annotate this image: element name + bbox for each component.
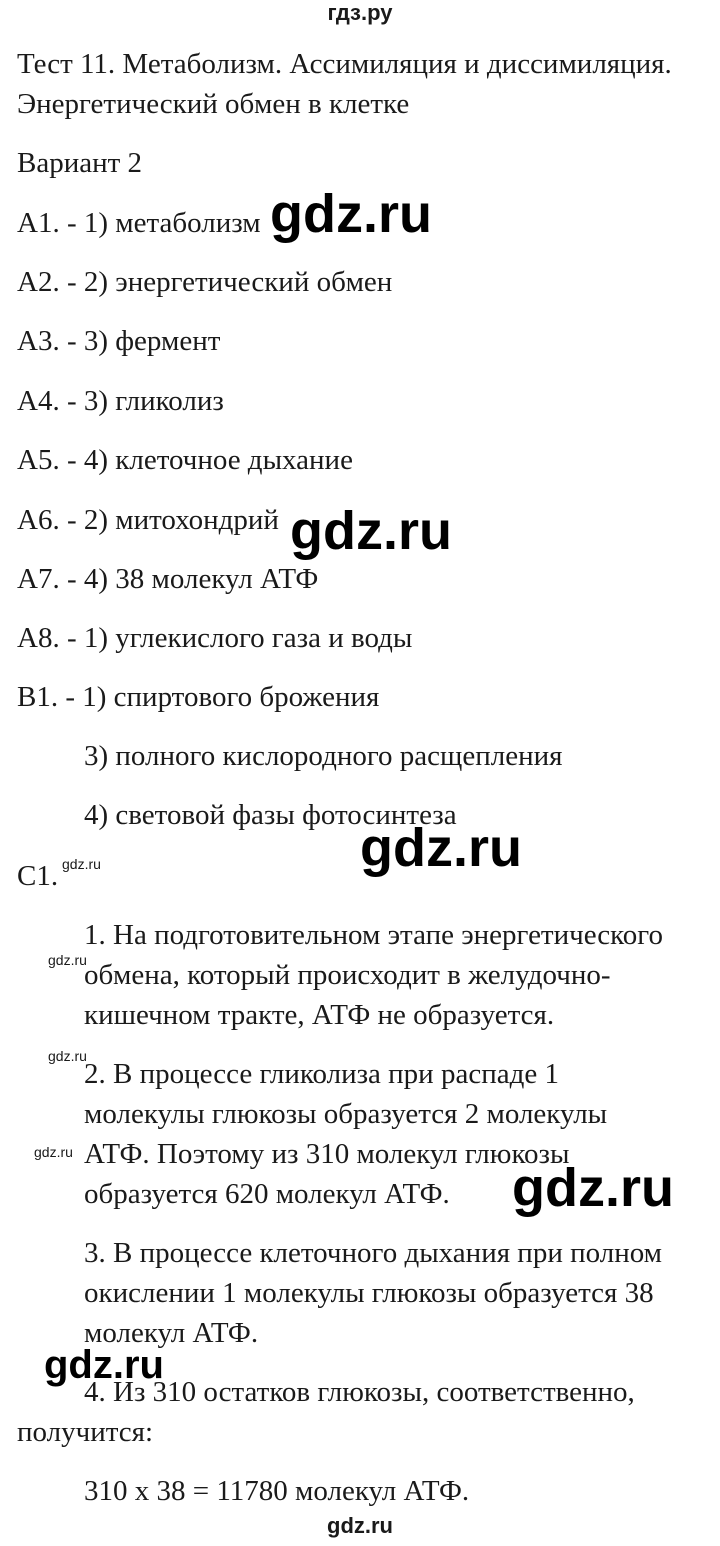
watermark-1: gdz.ru [270,184,432,244]
answer-a7: А7. - 4) 38 молекул АТФ [17,563,319,595]
c1-p1-line-1: 1. На подготовительном этапе энергетического [84,919,663,951]
watermark-small-2: gdz.ru [48,952,87,968]
c1-p4-line-1: 4. Из 310 остатков глюкозы, соответственно, [84,1376,635,1408]
c1-p2-line-3: АТФ. Поэтому из 310 молекул глюкозы [84,1138,570,1170]
answer-a2: А2. - 2) энергетический обмен [17,266,393,298]
site-header: гдз.ру [327,0,393,25]
c1-p3-line-1: 3. В процессе клеточного дыхания при полном [84,1237,663,1269]
watermark-small-3: gdz.ru [48,1048,87,1064]
c1-formula: 310 x 38 = 11780 молекул АТФ. [84,1475,470,1507]
watermark-5: gdz.ru [44,1343,164,1387]
watermark-2: gdz.ru [290,501,452,561]
watermark-3: gdz.ru [360,818,522,878]
answer-a3: А3. - 3) фермент [17,325,221,357]
answer-a1: А1. - 1) метаболизм [17,207,261,239]
watermark-4: gdz.ru [512,1158,674,1218]
answer-a5: А5. - 4) клеточное дыхание [17,444,353,476]
answer-b1-line-2: 3) полного кислородного расщепления [84,740,563,772]
page-title-line-1: Тест 11. Метаболизм. Ассимиляция и диссимиляция. [17,48,672,80]
c1-p3-line-3: молекул АТФ. [84,1317,259,1349]
c1-p2-line-1: 2. В процессе гликолиза при распаде 1 [84,1058,559,1090]
variant-label: Вариант 2 [17,147,143,179]
answer-a4: А4. - 3) гликолиз [17,385,224,417]
c1-p2-line-2: молекулы глюкозы образуется 2 молекулы [84,1098,608,1130]
c1-p3-line-2: окислении 1 молекулы глюкозы образуется 38 [84,1277,654,1309]
c1-p4-line-2: получится: [17,1416,154,1448]
watermark-small-1: gdz.ru [62,856,101,872]
c1-p2-line-4: образуется 620 молекул АТФ. [84,1178,450,1210]
watermark-small-4: gdz.ru [34,1144,73,1160]
c1-p1-line-3: кишечном тракте, АТФ не образуется. [84,999,555,1031]
site-footer: gdz.ru [327,1513,393,1538]
c1-p1-line-2: обмена, который происходит в желудочно- [84,959,611,991]
answer-b1-line-3: 4) световой фазы фотосинтеза [84,799,457,831]
answer-b1-line-1: В1. - 1) спиртового брожения [17,681,380,713]
c1-label: С1. [17,860,59,892]
answer-a8: А8. - 1) углекислого газа и воды [17,622,413,654]
page-title-line-2: Энергетический обмен в клетке [17,88,410,120]
answer-a6: А6. - 2) митохондрий [17,504,279,536]
